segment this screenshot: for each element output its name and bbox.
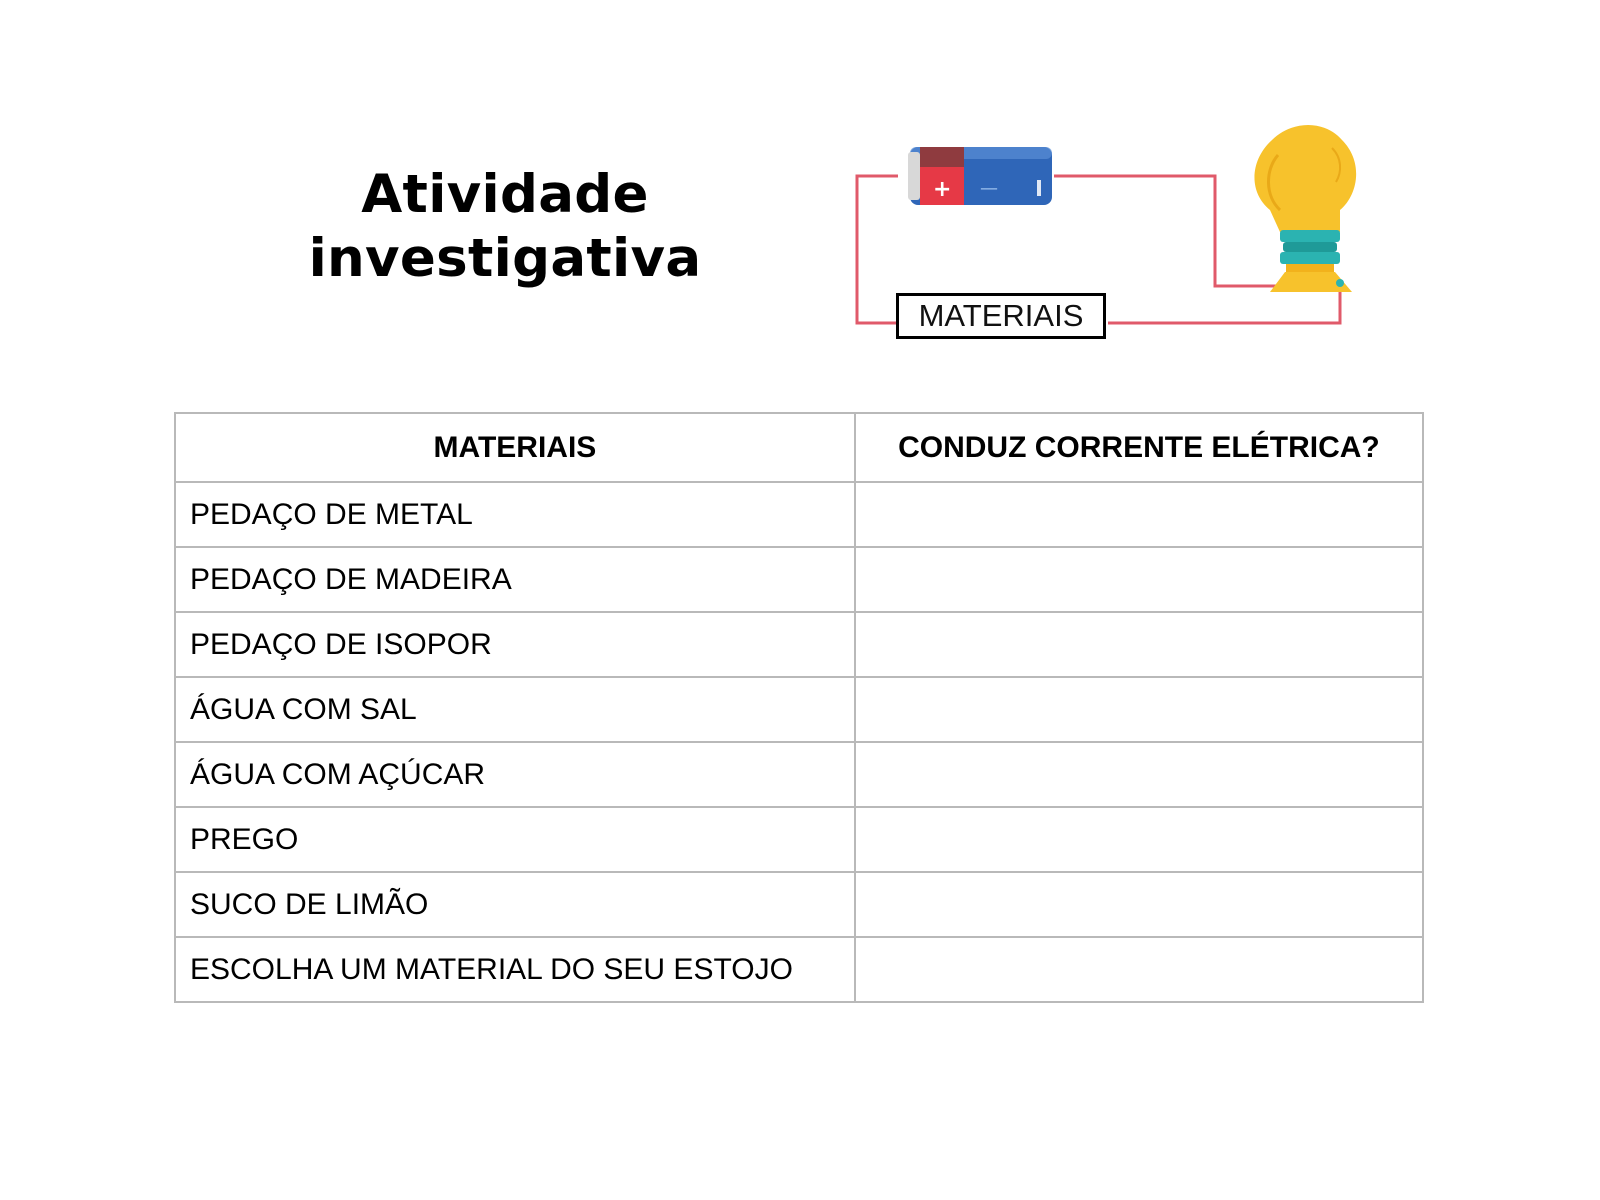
wire-left	[857, 176, 898, 323]
answer-cell[interactable]	[855, 482, 1423, 547]
battery-icon	[908, 147, 1052, 205]
answer-cell[interactable]	[855, 872, 1423, 937]
column-header-conducts: CONDUZ CORRENTE ELÉTRICA?	[855, 413, 1423, 482]
battery-minus-sign: —	[980, 178, 998, 199]
material-cell: PEDAÇO DE METAL	[175, 482, 855, 547]
materials-box-label: MATERIAIS	[896, 293, 1106, 339]
title-line-1: Atividade	[361, 164, 649, 225]
answer-cell[interactable]	[855, 677, 1423, 742]
material-cell: ESCOLHA UM MATERIAL DO SEU ESTOJO	[175, 937, 855, 1002]
answer-cell[interactable]	[855, 807, 1423, 872]
table-row	[175, 677, 1423, 742]
table-row	[175, 937, 1423, 1002]
answer-cell[interactable]	[855, 742, 1423, 807]
material-cell: SUCO DE LIMÃO	[175, 872, 855, 937]
answer-cell[interactable]	[855, 612, 1423, 677]
answer-cell[interactable]	[855, 547, 1423, 612]
table-row	[175, 547, 1423, 612]
title-line-2: investigativa	[308, 228, 702, 289]
material-cell: PEDAÇO DE ISOPOR	[175, 612, 855, 677]
table-row	[175, 807, 1423, 872]
material-cell: ÁGUA COM SAL	[175, 677, 855, 742]
light-bulb-icon	[1254, 125, 1356, 292]
table-row	[175, 482, 1423, 547]
battery-plus-sign: +	[933, 177, 952, 202]
materials-table	[174, 412, 1424, 1003]
column-header-materials: MATERIAIS	[175, 413, 855, 482]
material-cell: PREGO	[175, 807, 855, 872]
material-cell: ÁGUA COM AÇÚCAR	[175, 742, 855, 807]
table-row	[175, 742, 1423, 807]
table-row	[175, 612, 1423, 677]
material-cell: PEDAÇO DE MADEIRA	[175, 547, 855, 612]
table-row	[175, 872, 1423, 937]
answer-cell[interactable]	[855, 937, 1423, 1002]
table-header-row	[175, 413, 1423, 482]
page-title	[300, 163, 710, 291]
